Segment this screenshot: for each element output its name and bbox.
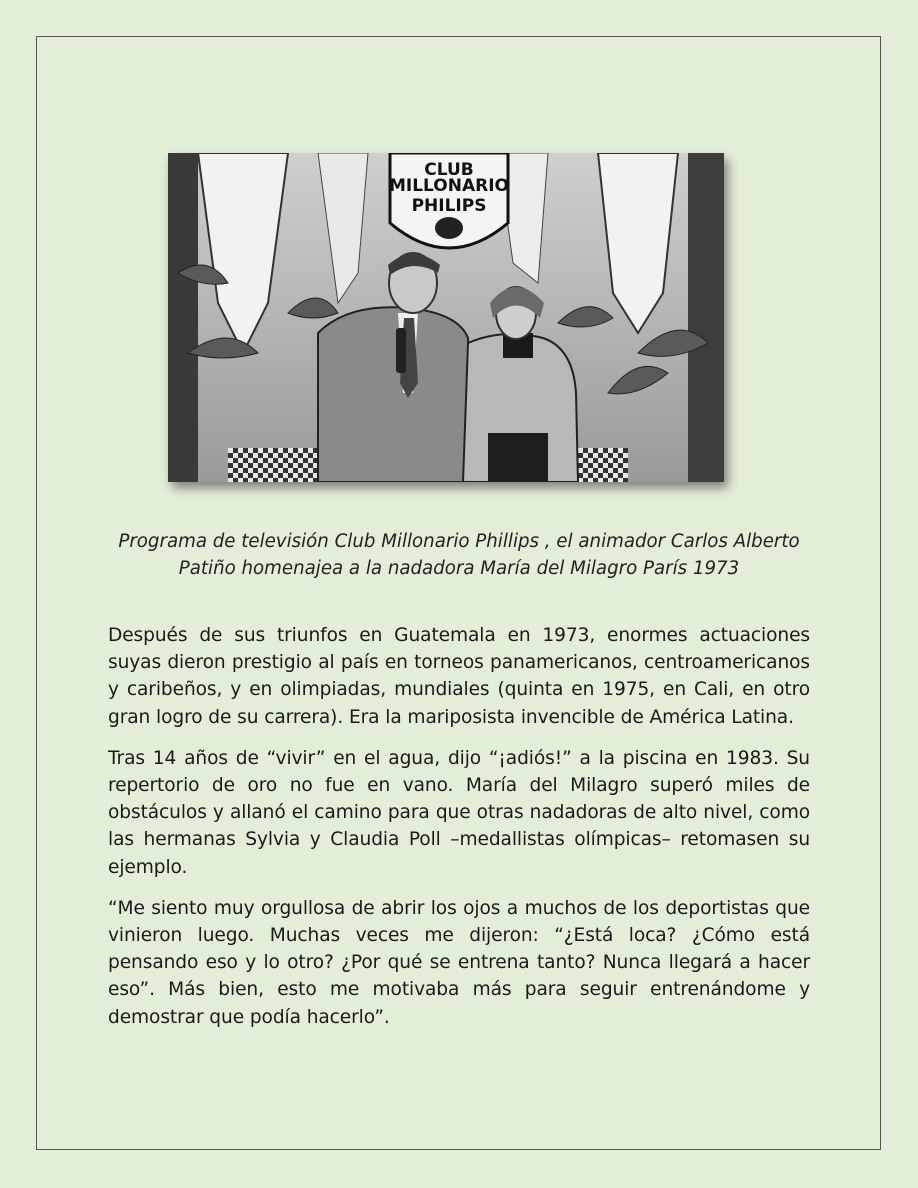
sign-line-2: MILLONARIO [388,176,510,196]
photo-caption: Programa de televisión Club Millonario Phillips , el animador Carlos Alberto Patiño homenajea a la nadadora María del Milagro París 1973 [118,531,800,579]
sign-line-3: PHILIPS [411,196,487,216]
sign-line-1: CLUB [424,160,474,180]
photo-image [168,153,724,482]
paragraph-1: Después de sus triunfos en Guatemala en 1973, enormes actuaciones suyas dieron prestigio al país en torneos panamericanos, centroamericanos y caribeños, y en olimpiadas, mundiales (quinta en 1975, en Cali, en otro gran logro de su carrera). Era la mariposista invencible de América Latina. [108,625,810,728]
article-body [108,622,810,1045]
historical-photo [168,153,724,482]
paragraph-3: “Me siento muy orgullosa de abrir los ojos a muchos de los deportistas que vinieron luego. Muchas veces me dijeron: “¿Está loca? ¿Cómo está pensando eso y lo otro? ¿Por qué se entrena tanto? Nunca llegará a hacer eso”. Más bien, esto me motivaba más para seguir entrenándome y demostrar que podía hacerlo”. [108,897,810,1028]
paragraph-2: Tras 14 años de “vivir” en el agua, dijo “¡adiós!” a la piscina en 1983. Su repertorio de oro no fue en vano. María del Milagro superó miles de obstáculos y allanó el camino para que otras nadadoras de alto nivel, como las hermanas Sylvia y Claudia Poll –medallistas olímpicas– retomasen su ejemplo. [108,747,810,878]
